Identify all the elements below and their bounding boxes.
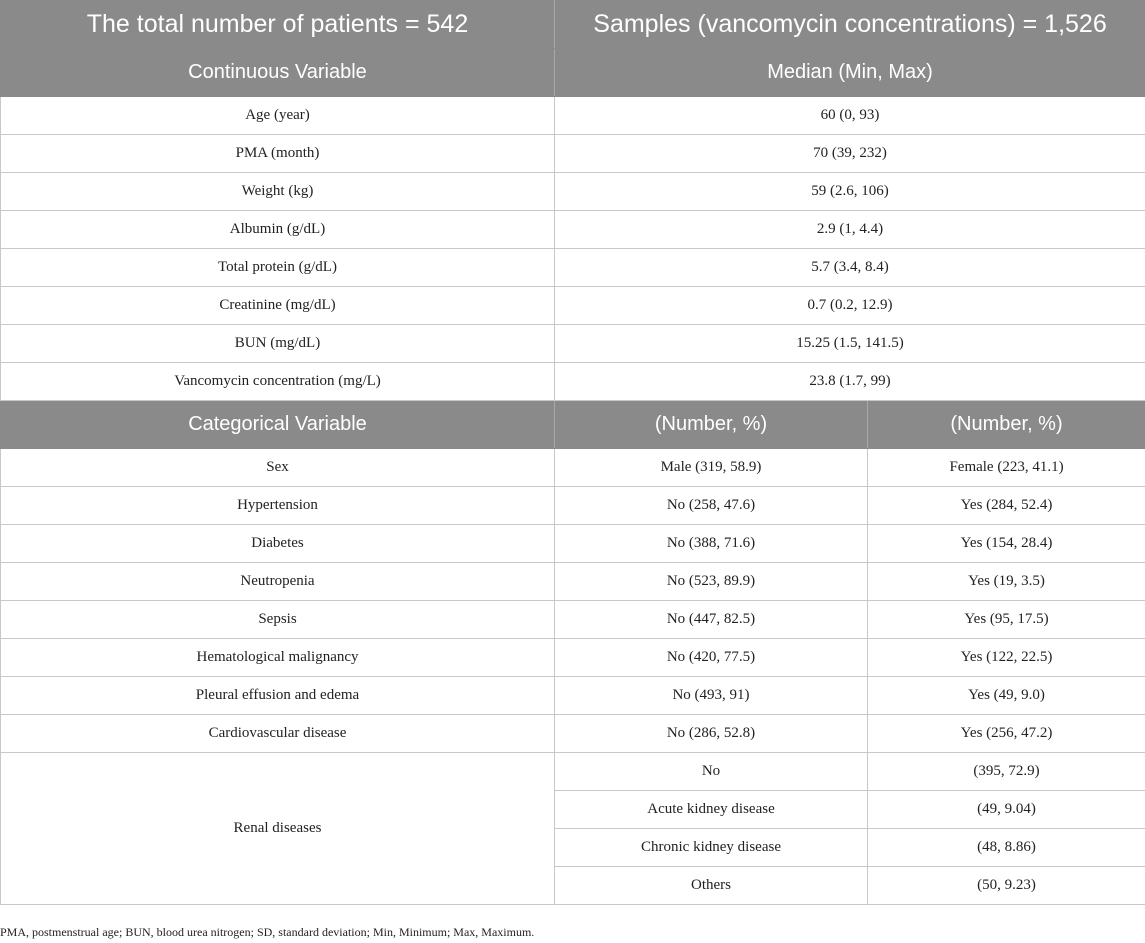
- category-count-a: No (420, 77.5): [555, 639, 868, 677]
- renal-subcategory: No: [555, 753, 868, 791]
- renal-subcategory-value: (395, 72.9): [868, 753, 1145, 791]
- category-count-a: No (286, 52.8): [555, 715, 868, 753]
- variable-value: 5.7 (3.4, 8.4): [555, 249, 1145, 287]
- category-count-b: Yes (154, 28.4): [868, 525, 1145, 563]
- category-count-b: Female (223, 41.1): [868, 449, 1145, 487]
- variable-value: 0.7 (0.2, 12.9): [555, 287, 1145, 325]
- variable-label: Albumin (g/dL): [1, 211, 555, 249]
- summary-header-row: [1, 1, 1145, 49]
- variable-label: Hematological malignancy: [1, 639, 555, 677]
- number-percent-header: (Number, %): [555, 401, 868, 449]
- variable-label: BUN (mg/dL): [1, 325, 555, 363]
- category-count-a: No (447, 82.5): [555, 601, 868, 639]
- table-row: [1, 753, 1145, 791]
- variable-label: Neutropenia: [1, 563, 555, 601]
- variable-label: Sex: [1, 449, 555, 487]
- table-row: [1, 173, 1145, 211]
- variable-value: 59 (2.6, 106): [555, 173, 1145, 211]
- table-row: [1, 287, 1145, 325]
- continuous-header-row: [1, 49, 1145, 97]
- variable-value: 60 (0, 93): [555, 97, 1145, 135]
- variable-label: PMA (month): [1, 135, 555, 173]
- category-count-a: No (523, 89.9): [555, 563, 868, 601]
- number-percent-header: (Number, %): [868, 401, 1145, 449]
- median-min-max-header: Median (Min, Max): [555, 49, 1145, 97]
- variable-label: Weight (kg): [1, 173, 555, 211]
- variable-label: Pleural effusion and edema: [1, 677, 555, 715]
- table-row: [1, 211, 1145, 249]
- renal-subcategory: Others: [555, 867, 868, 905]
- table-row: [1, 325, 1145, 363]
- total-samples-header: Samples (vancomycin concentrations) = 1,526: [555, 1, 1145, 49]
- variable-value: 2.9 (1, 4.4): [555, 211, 1145, 249]
- total-patients-header: The total number of patients = 542: [1, 1, 555, 49]
- table-row: [1, 135, 1145, 173]
- variable-label: Sepsis: [1, 601, 555, 639]
- table-row: [1, 601, 1145, 639]
- table-row: [1, 563, 1145, 601]
- category-count-b: Yes (284, 52.4): [868, 487, 1145, 525]
- table-row: [1, 677, 1145, 715]
- renal-subcategory: Acute kidney disease: [555, 791, 868, 829]
- variable-label: Vancomycin concentration (mg/L): [1, 363, 555, 401]
- category-count-b: Yes (256, 47.2): [868, 715, 1145, 753]
- table-row: [1, 97, 1145, 135]
- table-row: [1, 249, 1145, 287]
- category-count-a: No (388, 71.6): [555, 525, 868, 563]
- variable-label: Total protein (g/dL): [1, 249, 555, 287]
- renal-diseases-label: Renal diseases: [1, 753, 555, 905]
- variable-label: Creatinine (mg/dL): [1, 287, 555, 325]
- category-count-b: Yes (95, 17.5): [868, 601, 1145, 639]
- category-count-a: No (493, 91): [555, 677, 868, 715]
- renal-subcategory-value: (49, 9.04): [868, 791, 1145, 829]
- variable-label: Cardiovascular disease: [1, 715, 555, 753]
- variable-label: Age (year): [1, 97, 555, 135]
- table-row: [1, 363, 1145, 401]
- table-row: [1, 487, 1145, 525]
- table-row: [1, 525, 1145, 563]
- category-count-a: No (258, 47.6): [555, 487, 868, 525]
- variable-value: 15.25 (1.5, 141.5): [555, 325, 1145, 363]
- renal-subcategory-value: (50, 9.23): [868, 867, 1145, 905]
- category-count-b: Yes (49, 9.0): [868, 677, 1145, 715]
- renal-subcategory-value: (48, 8.86): [868, 829, 1145, 867]
- table-row: [1, 449, 1145, 487]
- variable-value: 23.8 (1.7, 99): [555, 363, 1145, 401]
- category-count-b: Yes (122, 22.5): [868, 639, 1145, 677]
- variable-label: Hypertension: [1, 487, 555, 525]
- table-footnote: PMA, postmenstrual age; BUN, blood urea nitrogen; SD, standard deviation; Min, Minimum; Max, Maximum.: [0, 925, 535, 939]
- variable-label: Diabetes: [1, 525, 555, 563]
- category-count-b: Yes (19, 3.5): [868, 563, 1145, 601]
- categorical-variable-header: Categorical Variable: [1, 401, 555, 449]
- table-row: [1, 715, 1145, 753]
- table-row: [1, 639, 1145, 677]
- category-count-a: Male (319, 58.9): [555, 449, 868, 487]
- continuous-variable-header: Continuous Variable: [1, 49, 555, 97]
- renal-subcategory: Chronic kidney disease: [555, 829, 868, 867]
- variable-value: 70 (39, 232): [555, 135, 1145, 173]
- categorical-header-row: [1, 401, 1145, 449]
